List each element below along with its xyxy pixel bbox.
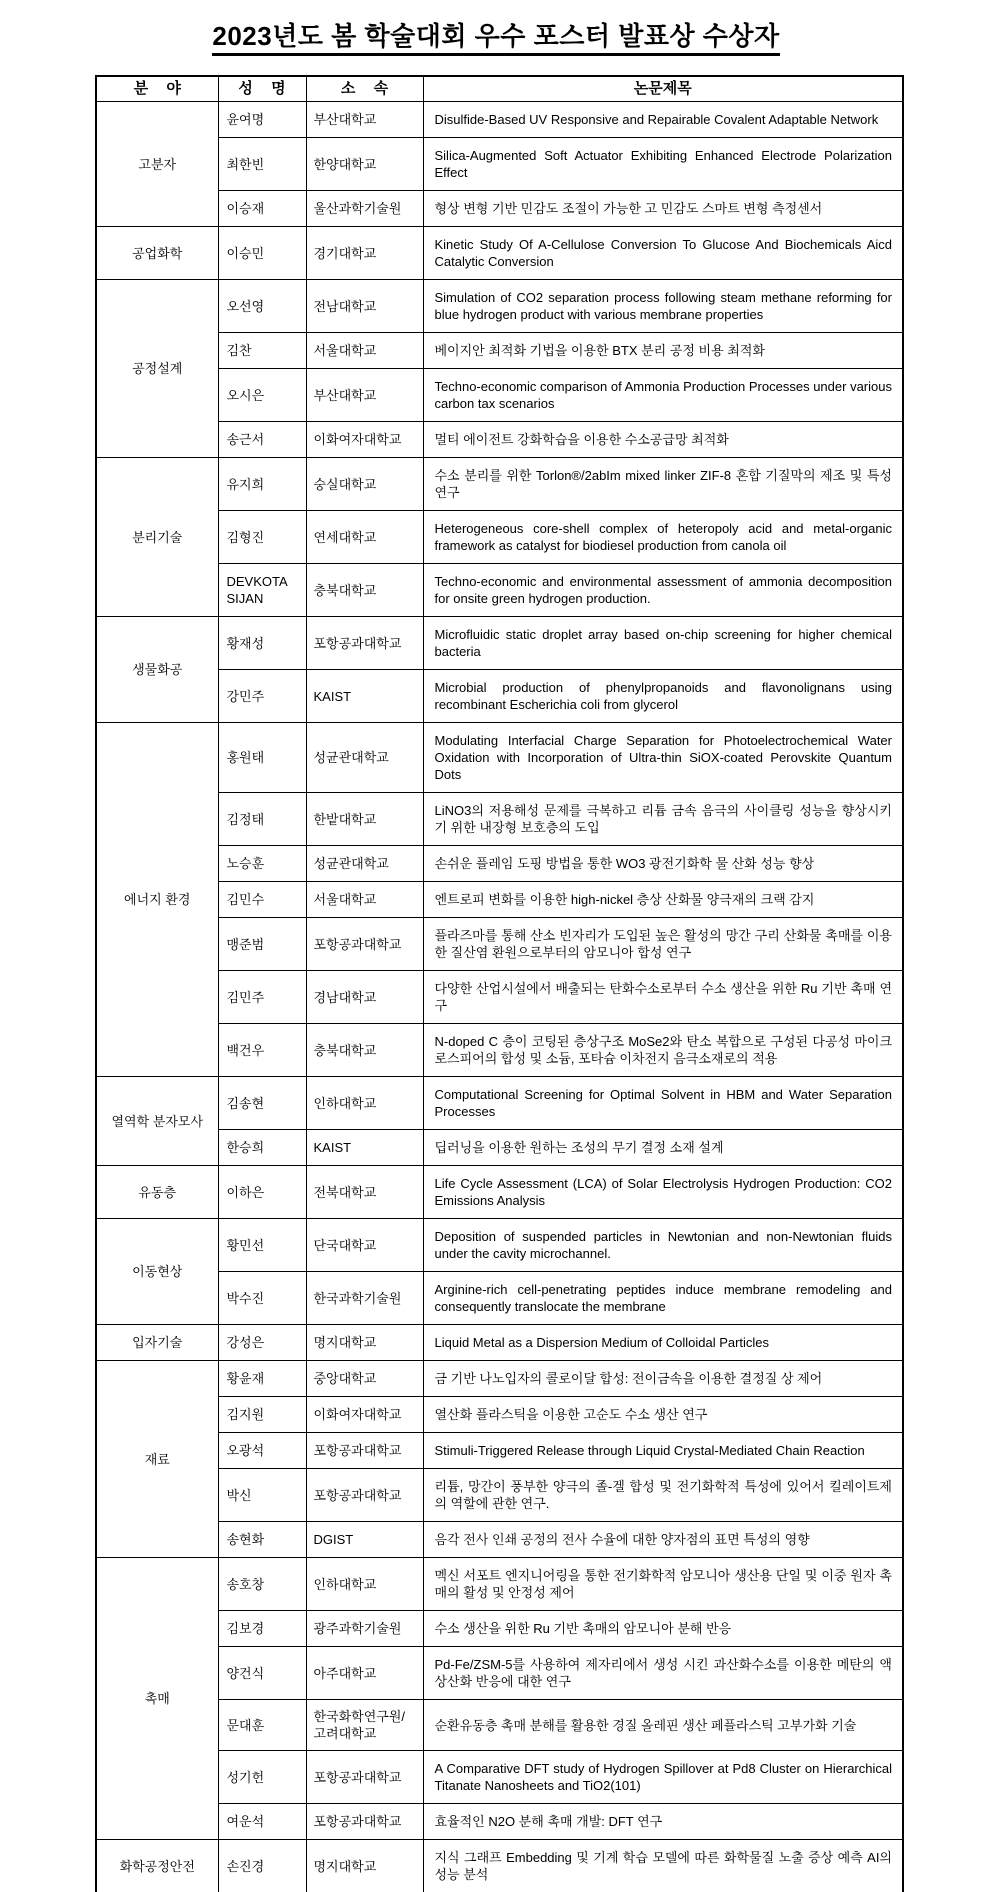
name-cell: DEVKOTA SIJAN	[218, 564, 306, 617]
affiliation-cell: 성균관대학교	[306, 846, 423, 882]
affiliation-cell: 울산과학기술원	[306, 191, 423, 227]
affiliation-cell: 아주대학교	[306, 1647, 423, 1700]
name-cell: 송현화	[218, 1522, 306, 1558]
name-cell: 김송현	[218, 1077, 306, 1130]
field-cell: 유동층	[96, 1166, 218, 1219]
title-cell: 리튬, 망간이 풍부한 양극의 졸-겔 합성 및 전기화학적 특성에 있어서 킬레이트제의 역할에 관한 연구.	[423, 1469, 903, 1522]
column-header-field: 분 야	[96, 76, 218, 102]
affiliation-cell: 포항공과대학교	[306, 1433, 423, 1469]
table-row	[96, 1325, 903, 1361]
table-row	[96, 1166, 903, 1219]
name-cell: 김형진	[218, 511, 306, 564]
name-cell: 문대훈	[218, 1700, 306, 1751]
title-cell: 멀티 에이전트 강화학습을 이용한 수소공급망 최적화	[423, 422, 903, 458]
name-cell: 손진경	[218, 1840, 306, 1892]
winners-table-body	[96, 102, 903, 1892]
affiliation-cell: 중앙대학교	[306, 1361, 423, 1397]
title-cell: Pd-Fe/ZSM-5를 사용하여 제자리에서 생성 시킨 과산화수소를 이용한 메탄의 액상산화 반응에 대한 연구	[423, 1647, 903, 1700]
name-cell: 김찬	[218, 333, 306, 369]
field-cell: 화학공정안전	[96, 1840, 218, 1892]
title-cell: Techno-economic and environmental assessment of ammonia decomposition for onsite green hydrogen production.	[423, 564, 903, 617]
name-cell: 노승훈	[218, 846, 306, 882]
name-cell: 성기헌	[218, 1751, 306, 1804]
name-cell: 윤여명	[218, 102, 306, 138]
affiliation-cell: 포항공과대학교	[306, 1469, 423, 1522]
affiliation-cell: 포항공과대학교	[306, 617, 423, 670]
table-row	[96, 1840, 903, 1892]
table-row	[96, 191, 903, 227]
name-cell: 박수진	[218, 1272, 306, 1325]
name-cell: 이승민	[218, 227, 306, 280]
title-cell: 수소 분리를 위한 Torlon®/2abIm mixed linker ZIF-8 혼합 기질막의 제조 및 특성 연구	[423, 458, 903, 511]
title-cell: 엔트로피 변화를 이용한 high-nickel 층상 산화물 양극재의 크랙 감지	[423, 882, 903, 918]
title-cell: Kinetic Study Of A-Cellulose Conversion To Glucose And Biochemicals Aicd Catalytic Conversion	[423, 227, 903, 280]
name-cell: 한승희	[218, 1130, 306, 1166]
affiliation-cell: 숭실대학교	[306, 458, 423, 511]
table-row	[96, 1024, 903, 1077]
affiliation-cell: 광주과학기술원	[306, 1611, 423, 1647]
title-cell: N-doped C 층이 코팅된 층상구조 MoSe2와 탄소 복합으로 구성된 다공성 마이크로스피어의 합성 및 소듐, 포타슘 이차전지 음극소재로의 적용	[423, 1024, 903, 1077]
name-cell: 송근서	[218, 422, 306, 458]
name-cell: 여운석	[218, 1804, 306, 1840]
name-cell: 양건식	[218, 1647, 306, 1700]
column-header-paper-title: 논문제목	[423, 76, 903, 102]
name-cell: 홍원태	[218, 723, 306, 793]
table-row	[96, 138, 903, 191]
affiliation-cell: 부산대학교	[306, 102, 423, 138]
table-row	[96, 102, 903, 138]
field-cell: 촉매	[96, 1558, 218, 1840]
table-row	[96, 670, 903, 723]
title-cell: 다양한 산업시설에서 배출되는 탄화수소로부터 수소 생산을 위한 Ru 기반 촉매 연구	[423, 971, 903, 1024]
name-cell: 유지희	[218, 458, 306, 511]
table-row	[96, 1751, 903, 1804]
title-cell: Deposition of suspended particles in Newtonian and non-Newtonian fluids under the cavity microchannel.	[423, 1219, 903, 1272]
affiliation-cell: DGIST	[306, 1522, 423, 1558]
title-cell: Microbial production of phenylpropanoids and flavonolignans using recombinant Escherichia coli from glycerol	[423, 670, 903, 723]
table-row	[96, 971, 903, 1024]
title-cell: Arginine-rich cell-penetrating peptides induce membrane remodeling and consequently translocate the membrane	[423, 1272, 903, 1325]
table-row	[96, 458, 903, 511]
field-cell: 생물화공	[96, 617, 218, 723]
name-cell: 오시은	[218, 369, 306, 422]
name-cell: 오선영	[218, 280, 306, 333]
affiliation-cell: 성균관대학교	[306, 723, 423, 793]
title-cell: Liquid Metal as a Dispersion Medium of Colloidal Particles	[423, 1325, 903, 1361]
table-row	[96, 1361, 903, 1397]
column-header-affiliation: 소 속	[306, 76, 423, 102]
table-row	[96, 511, 903, 564]
field-cell: 분리기술	[96, 458, 218, 617]
affiliation-cell: 서울대학교	[306, 882, 423, 918]
table-row	[96, 422, 903, 458]
name-cell: 김정태	[218, 793, 306, 846]
field-cell: 공정설계	[96, 280, 218, 458]
page-title: 2023년도 봄 학술대회 우수 포스터 발표상 수상자	[0, 16, 992, 53]
name-cell: 이하은	[218, 1166, 306, 1219]
title-cell: 형상 변형 기반 민감도 조절이 가능한 고 민감도 스마트 변형 측정센서	[423, 191, 903, 227]
table-row	[96, 793, 903, 846]
name-cell: 황윤재	[218, 1361, 306, 1397]
title-cell: Silica-Augmented Soft Actuator Exhibiting Enhanced Electrode Polarization Effect	[423, 138, 903, 191]
table-row	[96, 723, 903, 793]
name-cell: 황재성	[218, 617, 306, 670]
title-cell: Simulation of CO2 separation process following steam methane reforming for blue hydrogen product with various membrane properties	[423, 280, 903, 333]
title-cell: Computational Screening for Optimal Solvent in HBM and Water Separation Processes	[423, 1077, 903, 1130]
field-cell: 고분자	[96, 102, 218, 227]
title-cell: 금 기반 나노입자의 콜로이달 합성: 전이금속을 이용한 결정질 상 제어	[423, 1361, 903, 1397]
affiliation-cell: 한국과학기술원	[306, 1272, 423, 1325]
affiliation-cell: 단국대학교	[306, 1219, 423, 1272]
name-cell: 백건우	[218, 1024, 306, 1077]
name-cell: 박신	[218, 1469, 306, 1522]
table-row	[96, 1522, 903, 1558]
title-cell: Microfluidic static droplet array based on-chip screening for higher chemical bacteria	[423, 617, 903, 670]
affiliation-cell: 인하대학교	[306, 1077, 423, 1130]
table-row	[96, 1804, 903, 1840]
name-cell: 맹준범	[218, 918, 306, 971]
table-row	[96, 1558, 903, 1611]
name-cell: 김보경	[218, 1611, 306, 1647]
title-cell: 딥러닝을 이용한 원하는 조성의 무기 결정 소재 설계	[423, 1130, 903, 1166]
name-cell: 이승재	[218, 191, 306, 227]
affiliation-cell: 충북대학교	[306, 564, 423, 617]
table-row	[96, 882, 903, 918]
affiliation-cell: 포항공과대학교	[306, 918, 423, 971]
table-row	[96, 280, 903, 333]
table-row	[96, 1700, 903, 1751]
affiliation-cell: 이화여자대학교	[306, 422, 423, 458]
title-cell: 효율적인 N2O 분해 촉매 개발: DFT 연구	[423, 1804, 903, 1840]
affiliation-cell: 부산대학교	[306, 369, 423, 422]
affiliation-cell: 한밭대학교	[306, 793, 423, 846]
table-row	[96, 1397, 903, 1433]
field-cell: 열역학 분자모사	[96, 1077, 218, 1166]
name-cell: 오광석	[218, 1433, 306, 1469]
title-cell: Life Cycle Assessment (LCA) of Solar Electrolysis Hydrogen Production: CO2 Emissions Analysis	[423, 1166, 903, 1219]
title-cell: 베이지안 최적화 기법을 이용한 BTX 분리 공정 비용 최적화	[423, 333, 903, 369]
table-row	[96, 846, 903, 882]
table-row	[96, 1130, 903, 1166]
affiliation-cell: 포항공과대학교	[306, 1751, 423, 1804]
affiliation-cell: 서울대학교	[306, 333, 423, 369]
title-cell: LiNO3의 저용해성 문제를 극복하고 리튬 금속 음극의 사이클링 성능을 향상시키기 위한 내장형 보호층의 도입	[423, 793, 903, 846]
winners-table	[95, 75, 904, 1892]
table-row	[96, 617, 903, 670]
title-cell: 멕신 서포트 엔지니어링을 통한 전기화학적 암모니아 생산용 단일 및 이중 원자 촉매의 활성 및 안정성 제어	[423, 1558, 903, 1611]
table-row	[96, 1219, 903, 1272]
affiliation-cell: KAIST	[306, 1130, 423, 1166]
title-cell: 수소 생산을 위한 Ru 기반 촉매의 암모니아 분해 반응	[423, 1611, 903, 1647]
affiliation-cell: 한양대학교	[306, 138, 423, 191]
affiliation-cell: 명지대학교	[306, 1325, 423, 1361]
table-header-row	[96, 76, 903, 102]
title-cell: 손쉬운 플레임 도핑 방법을 통한 WO3 광전기화학 물 산화 성능 향상	[423, 846, 903, 882]
title-cell: 열산화 플라스틱을 이용한 고순도 수소 생산 연구	[423, 1397, 903, 1433]
name-cell: 김지원	[218, 1397, 306, 1433]
table-row	[96, 1272, 903, 1325]
column-header-name: 성 명	[218, 76, 306, 102]
table-row	[96, 1611, 903, 1647]
field-cell: 재료	[96, 1361, 218, 1558]
affiliation-cell: 전북대학교	[306, 1166, 423, 1219]
affiliation-cell: 인하대학교	[306, 1558, 423, 1611]
affiliation-cell: 명지대학교	[306, 1840, 423, 1892]
table-row	[96, 918, 903, 971]
table-row	[96, 1433, 903, 1469]
affiliation-cell: 경기대학교	[306, 227, 423, 280]
name-cell: 김민주	[218, 971, 306, 1024]
field-cell: 이동현상	[96, 1219, 218, 1325]
affiliation-cell: 이화여자대학교	[306, 1397, 423, 1433]
title-cell: Stimuli-Triggered Release through Liquid Crystal-Mediated Chain Reaction	[423, 1433, 903, 1469]
title-cell: Techno-economic comparison of Ammonia Production Processes under various carbon tax scenarios	[423, 369, 903, 422]
name-cell: 송호창	[218, 1558, 306, 1611]
affiliation-cell: 포항공과대학교	[306, 1804, 423, 1840]
title-cell: Heterogeneous core-shell complex of heteropoly acid and metal-organic framework as catalyst for biodiesel production from canola oil	[423, 511, 903, 564]
affiliation-cell: 한국화학연구원/고려대학교	[306, 1700, 423, 1751]
title-cell: Disulfide-Based UV Responsive and Repairable Covalent Adaptable Network	[423, 102, 903, 138]
title-cell: Modulating Interfacial Charge Separation for Photoelectrochemical Water Oxidation with Incorporation of Ultra-thin SiOX-coated Perovskite Quantum Dots	[423, 723, 903, 793]
table-row	[96, 1077, 903, 1130]
name-cell: 김민수	[218, 882, 306, 918]
title-cell: A Comparative DFT study of Hydrogen Spillover at Pd8 Cluster on Hierarchical Titanate Nanosheets and TiO2(101)	[423, 1751, 903, 1804]
affiliation-cell: KAIST	[306, 670, 423, 723]
field-cell: 공업화학	[96, 227, 218, 280]
field-cell: 에너지 환경	[96, 723, 218, 1077]
title-cell: 플라즈마를 통해 산소 빈자리가 도입된 높은 활성의 망간 구리 산화물 촉매를 이용한 질산염 환원으로부터의 암모니아 합성 연구	[423, 918, 903, 971]
table-row	[96, 369, 903, 422]
affiliation-cell: 연세대학교	[306, 511, 423, 564]
table-row	[96, 1469, 903, 1522]
affiliation-cell: 경남대학교	[306, 971, 423, 1024]
title-cell: 지식 그래프 Embedding 및 기계 학습 모델에 따른 화학물질 노출 증상 예측 AI의 성능 분석	[423, 1840, 903, 1892]
name-cell: 강민주	[218, 670, 306, 723]
field-cell: 입자기술	[96, 1325, 218, 1361]
table-row	[96, 1647, 903, 1700]
name-cell: 강성은	[218, 1325, 306, 1361]
affiliation-cell: 전남대학교	[306, 280, 423, 333]
affiliation-cell: 충북대학교	[306, 1024, 423, 1077]
name-cell: 최한빈	[218, 138, 306, 191]
title-cell: 음각 전사 인쇄 공정의 전사 수율에 대한 양자점의 표면 특성의 영향	[423, 1522, 903, 1558]
name-cell: 황민선	[218, 1219, 306, 1272]
table-row	[96, 227, 903, 280]
title-cell: 순환유동층 촉매 분해를 활용한 경질 올레핀 생산 페플라스틱 고부가화 기술	[423, 1700, 903, 1751]
table-row	[96, 564, 903, 617]
table-row	[96, 333, 903, 369]
